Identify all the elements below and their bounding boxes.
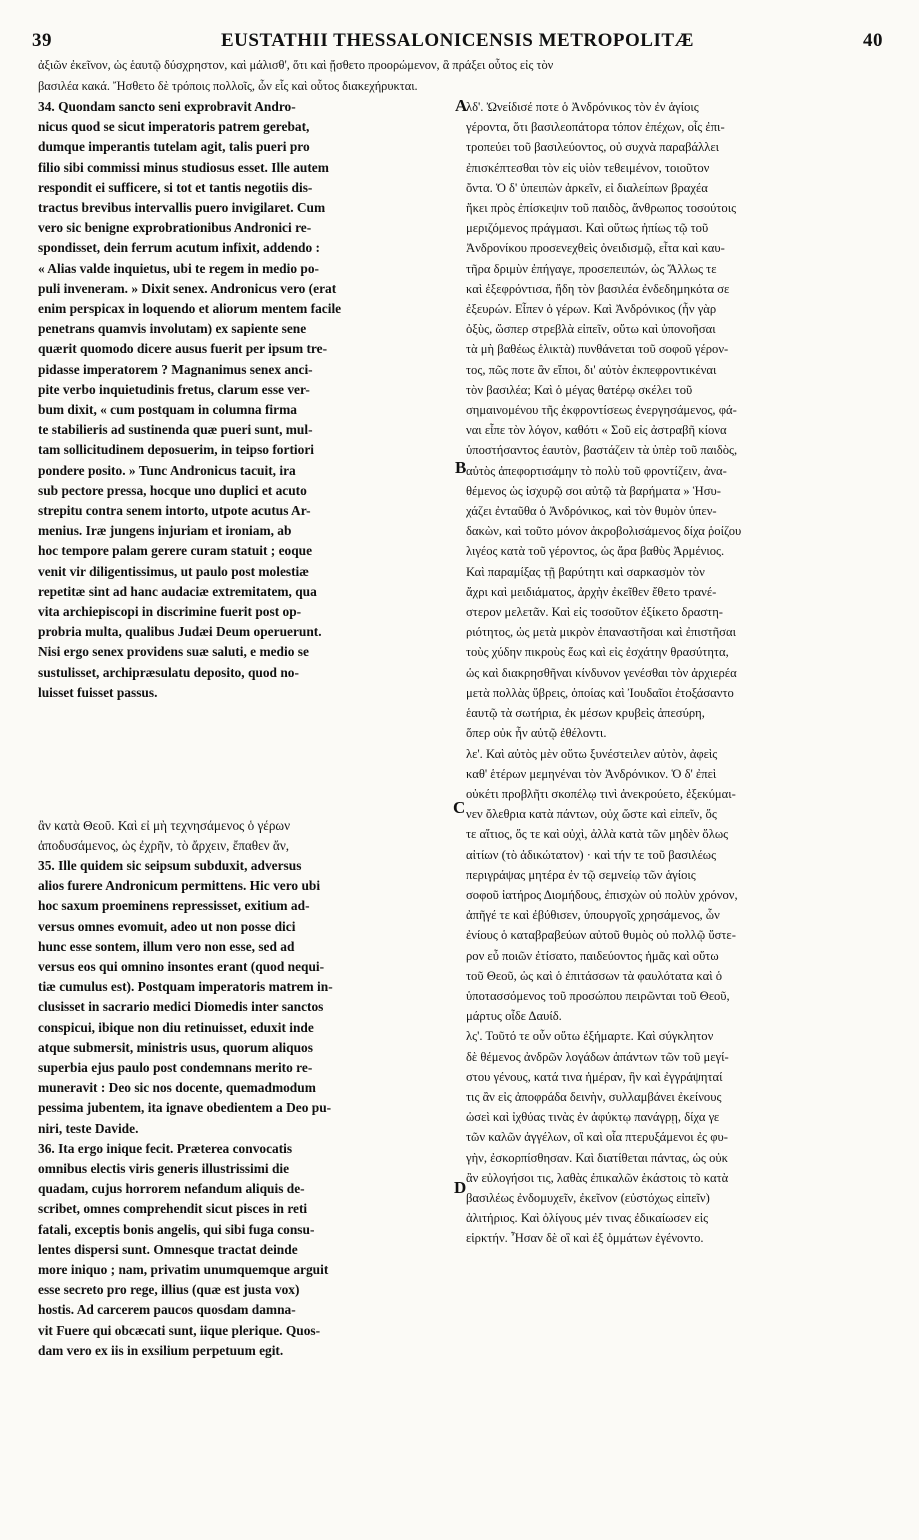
text-line: fatali, exceptis bonis angelis, qui sibi fuga consu- <box>38 1221 315 1237</box>
text-line: enim perspicax in loquendo et aliorum mentem facile <box>38 301 342 317</box>
text-line: repetitæ sint ad hanc audaciæ extremitatem, qua <box>38 583 317 599</box>
text-line: αἰτίων (τὸ ἀδικώτατον) · καὶ τήν τε τοῦ βασιλέως <box>466 847 717 862</box>
text-line: ἀλιτήριος. Καὶ ὀλίγους μέν τινας ἐδικαίωσεν εἰς <box>466 1211 709 1226</box>
text-line: ὑποτασσόμενος τοῦ προσώπου πειρῶνται τοῦ Θεοῦ, <box>466 988 730 1003</box>
text-line: niri, teste Davide. <box>38 1120 139 1136</box>
text-line: vit Fuere qui obcæcati sunt, iique plerique. Quos- <box>38 1322 321 1338</box>
text-line: ναι εἶπε τὸν λόγον, καθότι « Σοῦ εἰς ἀστραβῆ κίονα <box>466 423 727 438</box>
text-line: ὀξὺς, ὥσπερ στρεβλὰ εἰπεῖν, οὕτω καὶ ὑπονοῆσαι <box>466 322 716 337</box>
text-line: ἂν εὐλογήσοι τις, λαθὰς ἐπικαλῶν ἑκάστοις τὸ κατὰ <box>466 1170 729 1185</box>
latin-column-section-34 <box>38 97 454 703</box>
text-line: γέροντα, ὅτι βασιλεοπάτορα τόπον ἐπέχων, οἷς ἐπι- <box>466 120 725 135</box>
text-line: ὡς καὶ διακρησθῆναι κίνδυνον γενέσθαι τὸν ἀρχιερέα <box>466 665 737 680</box>
text-line: nicus quod se sicut imperatoris patrem gerebat, <box>38 119 310 135</box>
text-line: θέμενος ὡς ἰσχυρῷ σοι αὐτῷ τὰ βαρήματα » Ἡσυ- <box>466 483 721 498</box>
text-line: tiæ cumulus est). Postquam imperatoris matrem in- <box>38 979 333 995</box>
text-line: τροπεύει τοῦ βασιλεύοντος, οὐ συχνὰ παραβάλλει <box>466 140 720 155</box>
text-line: λδ'. Ὠνείδισέ ποτε ὁ Ἀνδρόνικος τὸν ἐν ἁγίοις <box>466 100 699 114</box>
text-line: τὰ μὴ βαθέως ἑλικτὰ) πυνθάνεται τοῦ σοφοῦ γέρον- <box>466 342 729 357</box>
text-line: ὑποστήσαντος ἑαυτὸν, βαστάζειν τὰ ὑπὲρ τοῦ παιδὸς, <box>466 443 738 458</box>
text-line: te stabilieris ad sustinenda quæ pueri sunt, mul- <box>38 422 313 438</box>
text-line: ἥκει πρὸς ἐπίσκεψιν τοῦ παιδὸς, ἄνθρωπος τοσούτοις <box>466 201 737 216</box>
text-line: ἀπῆγέ τε καὶ ἐβύθισεν, ὑπουργοῖς χρησάμενος, ὧν <box>466 908 720 923</box>
text-line: περιγράψας μητέρα ἐν τῷ σεμνείῳ τῶν ἁγίοις <box>466 867 696 882</box>
text-line: τοῦ Θεοῦ, ὡς καὶ ὁ ἐπιτάσσων τὰ φαυλότατα καὶ ὁ <box>466 968 723 983</box>
text-line: respondit ei sufficere, si tot et tantis negotiis dis- <box>38 179 313 195</box>
top-greek-line-1: ἀξιῶν ἐκεῖνον, ὡς ἑαυτῷ δύσχρηστον, καὶ μάλισθ', ὅτι καὶ ᾔσθετο προορώμενον, ἃ πράξει οὗτος εἰς τὸν <box>38 58 554 72</box>
text-line: ἀποδυσάμενος, ὡς ἐχρῆν, τὸ ἄρχειν, ἔπαθεν ἄν, <box>38 838 290 854</box>
text-line: τὸν βασιλέα; Καὶ ὁ μέγας θατέρῳ σκέλει τοῦ <box>466 382 693 397</box>
text-line: versus eos qui omnino insontes erant (quod nequi- <box>38 959 325 975</box>
page-number-left: 39 <box>32 30 52 51</box>
text-line: ἐνίους ὁ καταβραβεύων αὐτοῦ θυμὸς οὐ πολλῷ ὕστε- <box>466 928 736 943</box>
text-line: quadam, cujus horrorem nefandum aliquis de- <box>38 1181 305 1197</box>
page-number-right: 40 <box>863 30 883 51</box>
text-line: filio sibi commissi minus studiosus esset. Ille autem <box>38 159 329 175</box>
text-line: Καὶ παραμίξας τῇ βαρύτητι καὶ σαρκασμὸν τὸν <box>466 564 705 579</box>
text-line: more iniquo ; nam, privatim unumquemque arguit <box>38 1262 329 1278</box>
text-line: spondisset, dein ferrum acutum infixit, addendo : <box>38 240 320 256</box>
text-line: λε'. Καὶ αὐτὸς μὲν οὕτω ξυνέστειλεν αὐτὸν, ἀφεὶς <box>466 746 718 761</box>
text-line: dam vero ex iis in exsilium perpetuum egit. <box>38 1342 284 1358</box>
text-line: sub pectore pressa, hocque uno duplici et acuto <box>38 482 307 498</box>
text-line: αὐτὸς ἀπεφορτισάμην τὸ πολὺ τοῦ φροντίζειν, ἀνα- <box>466 463 727 478</box>
text-line: esse secreto pro rege, illius (quæ est justa vox) <box>38 1282 300 1298</box>
text-line: hostis. Ad carcerem paucos quosdam damna- <box>38 1302 296 1318</box>
text-line: λς'. Τοῦτό τε οὖν οὕτω ἐξήμαρτε. Καὶ σύγκλητον <box>466 1029 714 1044</box>
text-line: puli inveneram. » Dixit senex. Andronicus vero (erat <box>38 280 337 296</box>
text-line: βασιλέως ἐνδομυχεῖν, ἐκεῖνον (εὐστόχως εἰπεῖν) <box>466 1190 710 1205</box>
latin-column-sections-35-36 <box>38 856 454 1361</box>
text-line: penetrans quamvis involutam) ex sapiente sene <box>38 321 307 337</box>
text-line: λιγέος κατὰ τοῦ γέροντος, ὡς ἄρα βαθὺς Ἀρμένιος. <box>466 544 725 559</box>
text-line: 35. Ille quidem sic seipsum subduxit, adversus <box>38 858 302 873</box>
text-line: εἱρκτήν. Ἦσαν δὲ οἳ καὶ ἐξ ὀμμάτων ἐγένοντο. <box>466 1231 704 1246</box>
text-line: τε αἴτιος, ὅς τε καὶ οὐχὶ, ἀλλὰ κατὰ τῶν μηδὲν ὅλως <box>466 827 729 842</box>
margin-letter-c: C <box>453 798 466 817</box>
text-line: omnibus electis viris generis illustrissimi die <box>38 1161 290 1177</box>
text-line: τις ἂν εἰς ἀποφράδα δεινὴν, συλλαμβάνει ἐκείνους <box>466 1089 722 1104</box>
text-line: ὡσεὶ καὶ ἰχθύας τινὰς ἐν ἀφύκτῳ πανάγρῃ, δίχα γε <box>466 1110 720 1125</box>
text-line: σοφοῦ ἰατήρος Διομήδους, ἐπισχὼν οὐ πολὺν χρόνον, <box>466 887 738 902</box>
text-line: καθ' ἑτέρων μεμηνέναι τὸν Ἀνδρόνικον. Ὁ δ' ἐπεὶ <box>466 766 717 781</box>
text-line: atque submersit, ministris usus, quorum aliquos <box>38 1039 313 1055</box>
text-line: καὶ ἐξεφρόντισα, ἤδη τὸν βασιλέα ἐνδεδημηκότα σε <box>466 281 730 296</box>
greek-column <box>466 97 880 1249</box>
text-line: μεριζόμενος πράγμασι. Καὶ οὕτως ἠπίως τῷ τοῦ <box>466 221 709 236</box>
text-line: τος, πῶς ποτε ἂν εἴποι, δι' αὐτὸν ἐκπεφροντικέναι <box>466 362 717 377</box>
text-line: probria multa, qualibus Judæi Deum operuerunt. <box>38 624 322 640</box>
text-line: strepitu contra senem intorto, utpote acutus Ar- <box>38 503 311 519</box>
text-line: ἂν κατὰ Θεοῦ. Καὶ εἰ μὴ τεχνησάμενος ὁ γέρων <box>38 818 291 833</box>
text-line: νεν ὄλεθρια κατὰ πάντων, οὐχ ὥστε καὶ εἰπεῖν, ὅς <box>466 807 717 822</box>
text-line: ὅπερ οὐκ ἦν αὐτῷ ἐθέλοντι. <box>466 726 607 741</box>
text-line: muneravit : Deo sic nos docente, quemadmodum <box>38 1080 316 1096</box>
text-line: Nisi ergo senex providens suæ saluti, e medio se <box>38 644 309 660</box>
text-line: « Alias valde inquietus, ubi te regem in medio po- <box>38 260 319 276</box>
text-line: clusisset in sacrario medici Diomedis inter sanctos <box>38 999 324 1015</box>
text-line: οὐκέτι προβλῆτι σκοπέλῳ τινὶ ἀνεκρούετο, ἐξεκύμαι- <box>466 786 736 801</box>
margin-letter-d: D <box>454 1178 467 1197</box>
text-line: ἑαυτῷ τὰ σωτήρια, ἐκ μέσων κρυβεὶς ἀπεσύρη, <box>466 706 705 721</box>
text-line: μετὰ πολλὰς ὕβρεις, ὁποίας καὶ Ἰουδαῖοι ἐτοξάσαντο <box>466 685 734 700</box>
text-line: venit vir diligentissimus, ut paulo post molestiæ <box>38 563 309 579</box>
text-line: ὄντα. Ὁ δ' ὑπειπὼν ἀρκεῖν, εἰ διαλείπων βραχέα <box>466 180 708 195</box>
text-line: γὴν, ἐσκορπίσθησαν. Καὶ διατίθεται πάντας, ὡς οὐκ <box>466 1150 728 1165</box>
margin-letter-a: A <box>455 96 468 115</box>
text-line: στου γένους, κατά τινα ἡμέραν, ἣν καὶ ἐγγράψηταί <box>466 1069 723 1084</box>
text-line: pidasse imperatorem ? Magnanimus senex anci- <box>38 361 313 377</box>
text-line: Ἀνδρονίκου προσενεχθεὶς ὀνειδισμῷ, εἶτα καὶ καυ- <box>466 241 725 256</box>
margin-letter-b: B <box>455 458 467 477</box>
text-line: superbia ejus paulo post condemnans merito re- <box>38 1060 313 1076</box>
text-line: pondere posito. » Tunc Andronicus tacuit, ira <box>38 462 296 478</box>
text-line: τῶν καλῶν ἀγγέλων, οἳ καὶ οἷα πτερυξάμενοι ἐς φυ- <box>466 1130 728 1145</box>
top-greek-line-2: βασιλέα κακά. Ἤσθετο δὲ τρόποις πολλοῖς, ὧν εἷς καὶ οὗτος διακεχήρυκται. <box>38 79 418 93</box>
text-line: versus omnes evomuit, adeo ut non posse dici <box>38 918 296 934</box>
text-line: ἄχρι καὶ μειδιάματος, ἀρχὴν ἐκεῖθεν ἔθετο τρανέ- <box>466 584 717 599</box>
text-line: hoc tempore palam gerere curam statuit ; eoque <box>38 543 313 559</box>
text-line: pite verbo inquietudinis fretus, clarum esse ver- <box>38 381 310 397</box>
page-title: EUSTATHII THESSALONICENSIS METROPOLITÆ <box>220 30 695 51</box>
text-line: hunc esse sontem, illum vero non esse, sed ad <box>38 938 295 954</box>
text-line: δακὼν, καὶ τοῦτο μόνον ἀκροβολισάμενος δίχα ῥοίζου <box>466 524 742 539</box>
text-line: lentes dispersi sunt. Omnesque tractat deinde <box>38 1241 298 1257</box>
text-line: luisset fuisset passus. <box>38 684 158 700</box>
text-line: tractus brevibus intervallis puero invigilaret. Cum <box>38 200 326 216</box>
text-line: vita archiepiscopi in discrimine fuerit post op- <box>38 604 302 620</box>
greek-column-tail <box>38 816 454 856</box>
text-line: ρον εὖ ποιῶν ἐτίσατο, παιδεύοντος ἡμᾶς καὶ οὕτω <box>466 948 719 963</box>
text-line: σημαινομένου τῆς ἐκφροντίσεως ἐνεργησάμενος, φά- <box>466 403 737 418</box>
text-line: scribet, omnes comprehendit sicut pisces in reti <box>38 1201 308 1217</box>
text-line: ριότητος, ὡς μετὰ μικρὸν ἐπαναστῆσαι καὶ ἐπιστῆσαι <box>466 625 736 640</box>
text-line: δὲ θέμενος ἀνδρῶν λογάδων ἁπάντων τῶν τοῦ μεγί- <box>466 1049 729 1064</box>
text-line: μάρτυς οἶδε Δαυίδ. <box>466 1009 562 1024</box>
text-line: conspicui, ibique non diu retinuisset, eduxit inde <box>38 1019 314 1035</box>
text-line: menius. Iræ jungens injuriam et ironiam, ab <box>38 523 292 539</box>
text-line: τῆρα δριμὺν ἐπήγαγε, προσεπειπών, ὡς Ἄλλως τε <box>466 261 717 276</box>
text-line: ἐπισκέπτεσθαι τὸν εἰς υἱὸν τεθειμένον, τοιοῦτον <box>466 160 710 175</box>
text-line: alios furere Andronicum permittens. Hic vero ubi <box>38 878 321 894</box>
text-line: ἐξευρών. Εἶπεν ὁ γέρων. Καὶ Ἀνδρόνικος (ἦν γὰρ <box>466 302 717 317</box>
text-line: pessima jubentem, ita ignave obedientem a Deo pu- <box>38 1100 332 1116</box>
text-line: sustulisset, archipræsulatu deposito, quod no- <box>38 664 299 680</box>
running-head <box>32 30 883 56</box>
text-line: quærit quomodo dicere ausus fuerit per ipsum tre- <box>38 341 328 357</box>
text-line: στερον μελετᾶν. Καὶ εἰς τοσοῦτον ἐξίκετο δραστη- <box>466 605 723 620</box>
text-line: bum dixit, « cum postquam in columna firma <box>38 402 297 418</box>
text-line: tam sollicitudinem deposuerim, in teipso fortiori <box>38 442 314 458</box>
text-line: dumque imperantis tutelam agit, talis pueri pro <box>38 139 310 155</box>
text-line: vero sic benigne exprobrationibus Andronici re- <box>38 220 312 236</box>
text-line: 34. Quondam sancto seni exprobravit Andro- <box>38 99 296 114</box>
text-line: χάζει ἐνταῦθα ὁ Ἀνδρόνικος, καὶ τὸν θυμὸν ὑπεν- <box>466 504 717 519</box>
text-line: τοὺς χύδην πικροὺς ἕως καὶ εἰς ἐσχάτην θρασύτητα, <box>466 645 729 660</box>
text-line: 36. Ita ergo inique fecit. Præterea convocatis <box>38 1140 293 1156</box>
text-line: hoc saxum proeminens repressisset, exitium ad- <box>38 898 310 914</box>
